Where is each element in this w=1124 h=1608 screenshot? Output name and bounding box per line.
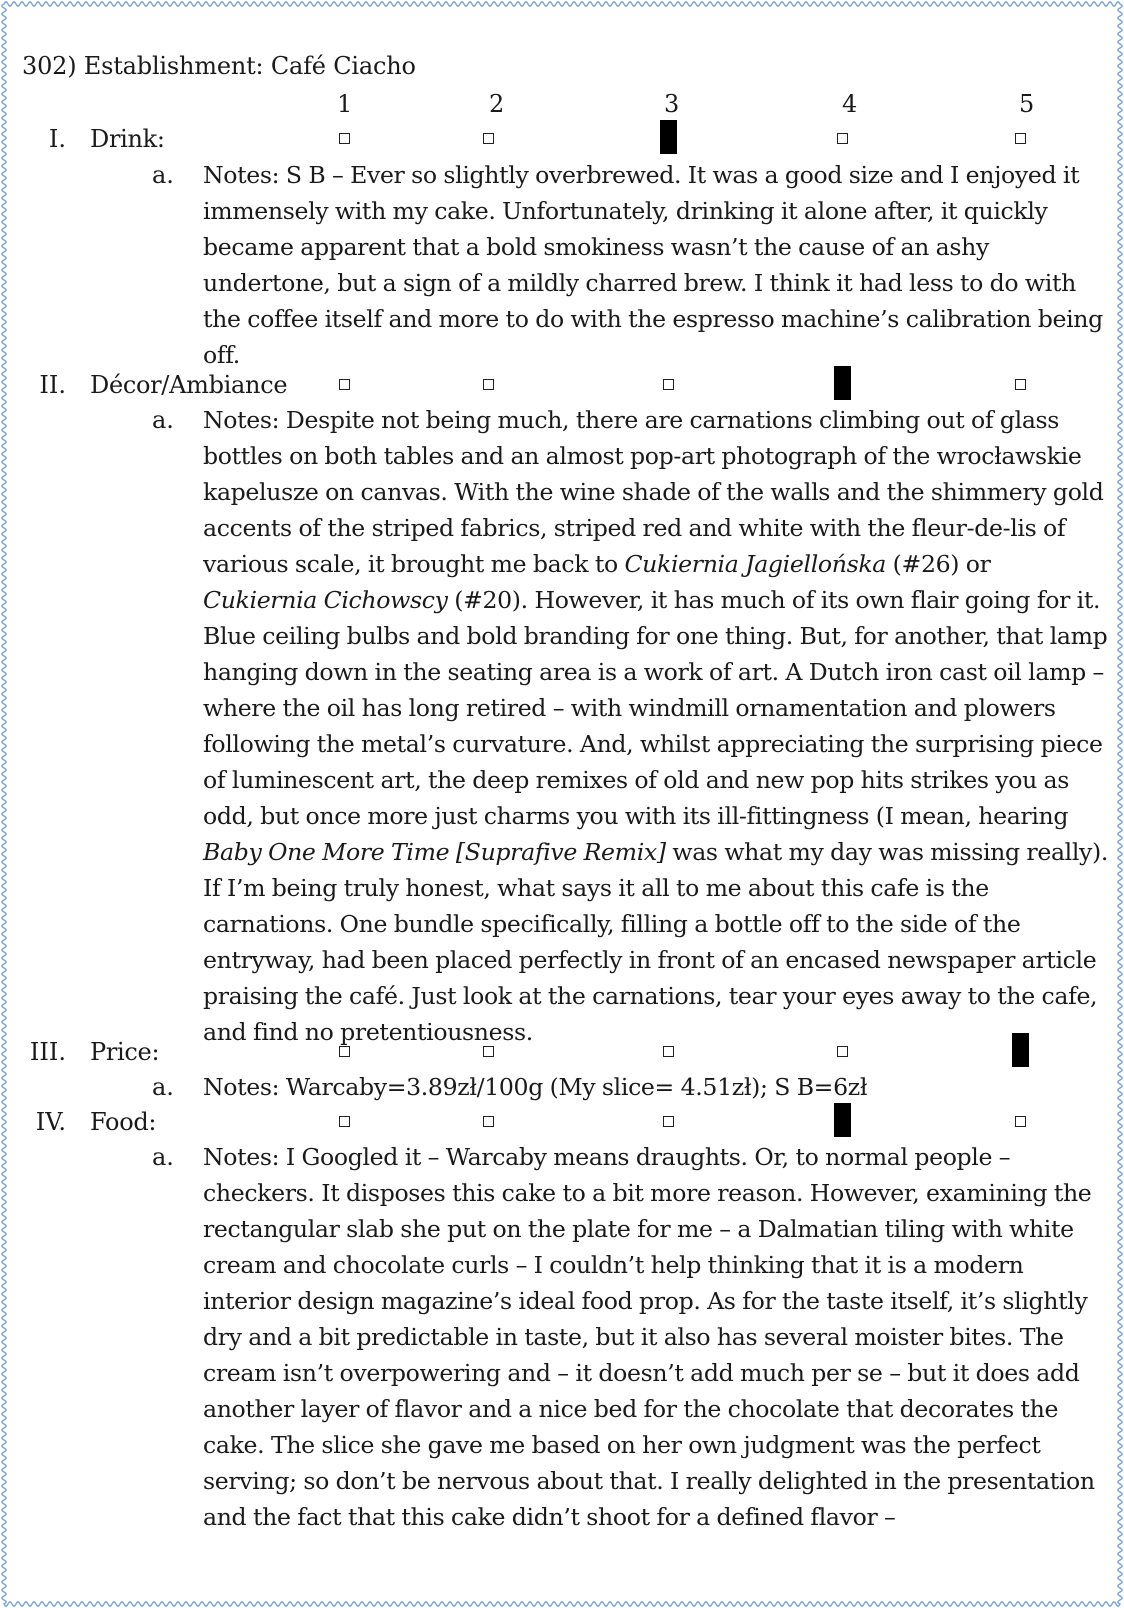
rating-box	[1015, 1116, 1026, 1127]
rating-box	[837, 133, 848, 144]
rating-box	[339, 1116, 350, 1127]
rating-box	[483, 1046, 494, 1057]
notes-decor	[203, 402, 1111, 1050]
rating-box	[837, 1046, 848, 1057]
rating-box	[339, 1046, 350, 1057]
scale-label-4: 4	[842, 90, 858, 118]
rating-box-selected	[1012, 1033, 1029, 1067]
section-numeral: IV.	[35, 1108, 66, 1136]
section-numeral: I.	[48, 125, 66, 153]
rating-box	[339, 379, 350, 390]
notes-drink: Notes: S B – Ever so slightly overbrewed. It was a good size and I enjoyed it immensely with my cake. Unfortunately, drinking it alone after, it quickly became apparent that a bold smokiness wasn’t the cause of an ashy undertone, but a sign of a mildly charred brew. I think it had less to do with the coffee itself and more to do with the espresso machine’s calibration being off.	[203, 161, 1103, 369]
section-label-food: Food:	[90, 1108, 157, 1136]
section-label-decor: Décor/Ambiance	[90, 371, 288, 399]
notes-decor-italic-1: Cukiernia Jagiellońska	[624, 550, 887, 578]
notes-food: Notes: I Googled it – Warcaby means draughts. Or, to normal people – checkers. It disposes this cake to a bit more reason. However, examining the rectangular slab she put on the plate for me – a Dalmatian tiling with white cream and chocolate curls – I couldn’t help thinking that it is a modern interior design magazine’s ideal food prop. As for the taste itself, it’s slightly dry and a bit predictable in taste, but it also has several moister bites. The cream isn’t overpowering and – it doesn’t add much per se – but it does add another layer of flavor and a nice bed for the chocolate that decorates the cake. The slice she gave me based on her own judgment was the perfect serving; so don’t be nervous about that. I really delighted in the presentation and the fact that this cake didn’t shoot for a defined flavor –	[203, 1143, 1095, 1531]
rating-box	[663, 1046, 674, 1057]
notes-decor-text-2: (#26) or	[886, 550, 991, 578]
notes-decor-italic-2: Cukiernia Cichowscy	[203, 586, 448, 614]
rating-box	[483, 379, 494, 390]
rating-box	[1015, 379, 1026, 390]
establishment-heading: 302) Establishment: Café Ciacho	[22, 52, 416, 80]
scale-label-3: 3	[664, 90, 680, 118]
rating-box	[663, 379, 674, 390]
rating-box-selected	[834, 366, 851, 400]
notes-decor-text-1: Notes: Despite not being much, there are carnations climbing out of glass bottles on both tables and an almost pop-art photograph of the wrocławskie kapelusze on canvas. With the wine shade of the walls and the shimmery gold accents of the striped fabrics, striped red and white with the fleur-de-lis of various scale, it brought me back to	[203, 406, 1104, 578]
note-letter: a.	[152, 1143, 174, 1171]
rating-box	[1015, 133, 1026, 144]
rating-box	[483, 1116, 494, 1127]
scale-label-5: 5	[1019, 90, 1035, 118]
rating-box	[483, 133, 494, 144]
rating-box	[663, 1116, 674, 1127]
rating-box-selected	[834, 1103, 851, 1137]
section-numeral: II.	[39, 371, 66, 399]
rating-box	[339, 133, 350, 144]
notes-price: Notes: Warcaby=3.89zł/100g (My slice= 4.51zł); S B=6zł	[203, 1073, 868, 1101]
scale-label-1: 1	[337, 90, 353, 118]
note-letter: a.	[152, 406, 174, 434]
section-label-price: Price:	[90, 1038, 160, 1066]
notes-decor-text-4: was what my day was missing really). If I’m being truly honest, what says it all to me about this cafe is the carnations. One bundle specifically, filling a bottle off to the side of the entryway, had been placed perfectly in front of an encased newspaper article praising the café. Just look at the carnations, tear your eyes away to the cafe, and find no pretentiousness.	[203, 838, 1109, 1046]
section-numeral: III.	[29, 1038, 66, 1066]
note-letter: a.	[152, 161, 174, 189]
notes-decor-italic-3: Baby One More Time [Suprafive Remix]	[203, 838, 666, 866]
section-label-drink: Drink:	[90, 125, 165, 153]
note-letter: a.	[152, 1073, 174, 1101]
rating-box-selected	[660, 120, 677, 154]
scale-label-2: 2	[489, 90, 505, 118]
notes-decor-text-3: (#20). However, it has much of its own flair going for it. Blue ceiling bulbs and bold branding for one thing. But, for another, that lamp hanging down in the seating area is a work of art. A Dutch iron cast oil lamp – where the oil has long retired – with windmill ornamentation and plowers following the metal’s curvature. And, whilst appreciating the surprising piece of luminescent art, the deep remixes of old and new pop hits strikes you as odd, but once more just charms you with its ill-fittingness (I mean, hearing	[203, 586, 1108, 830]
